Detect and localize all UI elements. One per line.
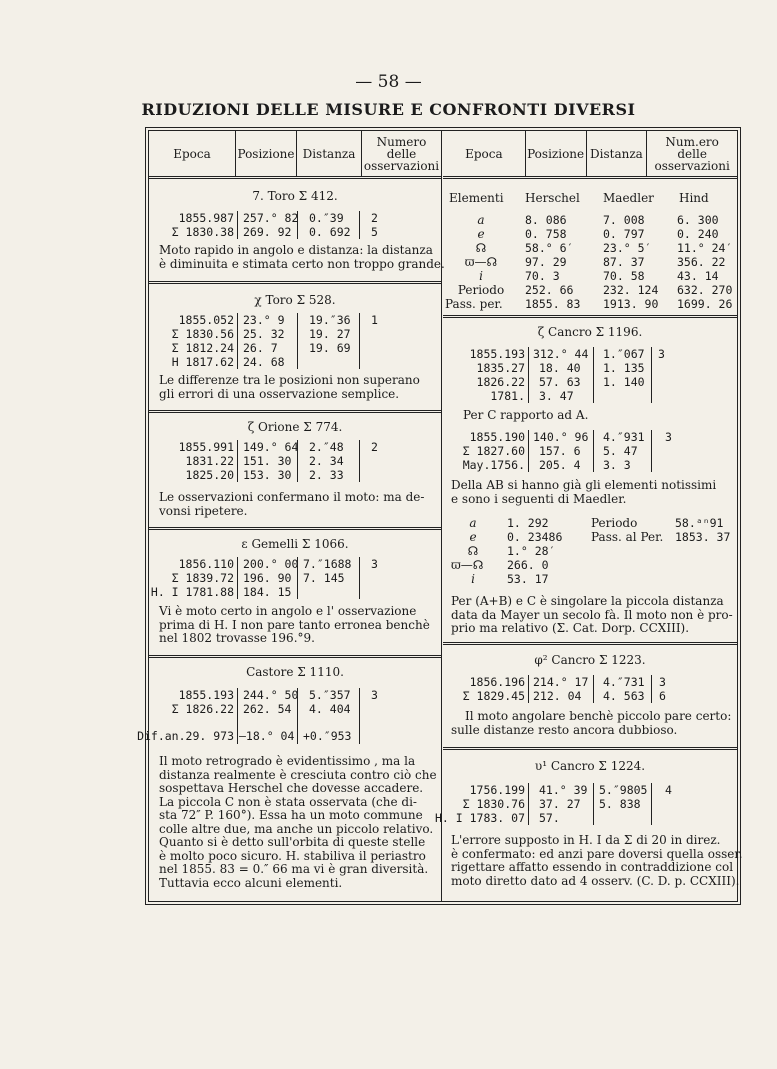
epoch-cell: 1855.190	[469, 430, 525, 444]
epoch-cell: Σ 1829.45	[462, 689, 525, 703]
position-cell: 57.	[539, 811, 560, 825]
header-distanza: Distanza	[297, 131, 362, 176]
maedler-value: 0. 797	[603, 227, 645, 241]
count-cell: 3	[659, 675, 666, 689]
count-cell: 4	[665, 783, 672, 797]
element-symbol: ☊	[467, 544, 479, 558]
herschel-value: 70. 3	[525, 269, 560, 283]
herschel-value: 1855. 83	[525, 297, 581, 311]
section-title-castore: Castore Σ 1110.	[246, 665, 344, 679]
distance-cell: 2. 33	[309, 468, 344, 482]
rapporto-label: Per C rapporto ad A.	[463, 408, 589, 422]
element-symbol: Pass. per.	[445, 297, 503, 311]
orbit-value: 1853. 37	[675, 530, 731, 544]
header-numero: Numero delle osservazioni	[363, 134, 440, 173]
epoch-cell: H. I 1781.88	[150, 585, 234, 599]
epoch-cell: 1781.	[490, 389, 525, 403]
orbit-value: 266. 0	[507, 558, 549, 572]
element-symbol: e	[477, 227, 485, 241]
epoch-cell: 1855.193	[469, 347, 525, 361]
section-title-chi-toro: χ Toro Σ 528.	[254, 293, 336, 307]
epoch-cell: 1756.199	[469, 783, 525, 797]
herschel-value: 0. 758	[525, 227, 567, 241]
section-title-epsilon-gemelli: ε Gemelli Σ 1066.	[241, 537, 349, 551]
note-upsilon-cancro: L'errore supposto in H. I da Σ di 20 in direz. è confermato: ed anzi pare doversi quella osser. rigettare affatto essendo in contraddizione col moto diretto dato ad 4 osserv. (C. D. p. CCXIII).	[451, 833, 743, 888]
distance-cell: 4.″931	[603, 430, 645, 444]
table-frame	[137, 130, 743, 902]
maedler-value: 232. 124	[603, 283, 659, 297]
epoch-cell: Dif.an.29. 973	[137, 729, 234, 743]
divider	[443, 315, 737, 318]
epoch-cell: Σ 1826.22	[171, 702, 234, 716]
maedler-value: 23.° 5′	[603, 241, 652, 255]
count-cell: 2	[371, 440, 378, 454]
page-number: — 58 —	[355, 72, 422, 92]
header-epoca: Epoca	[149, 131, 236, 176]
count-cell: 5	[371, 225, 378, 239]
section-title-7-toro: 7. Toro Σ 412.	[252, 189, 338, 203]
count-cell: 1	[371, 313, 378, 327]
position-cell: 41.° 39	[539, 783, 588, 797]
hind-value: 6. 300	[677, 213, 719, 227]
note-phi2-cancro: Il moto angolare benchè piccolo pare certo: sulle distanze resto ancora dubbioso.	[451, 709, 732, 737]
header-distanza: Distanza	[587, 131, 648, 176]
distance-cell: 1. 135	[603, 361, 645, 375]
elements-header: Maedler	[603, 191, 654, 205]
orbit-value: 1. 292	[507, 516, 549, 530]
count-cell: 2	[371, 211, 378, 225]
position-cell: 269. 92	[243, 225, 292, 239]
hind-value: 0. 240	[677, 227, 719, 241]
section-title-phi2-cancro: φ² Cancro Σ 1223.	[534, 653, 646, 667]
count-cell: 3	[665, 430, 672, 444]
note-epsilon-gemelli: Vi è moto certo in angolo e l' osservazione prima di H. I non pare tanto erronea benchè nel 1802 trovasse 196.°9.	[159, 604, 430, 645]
divider	[443, 642, 737, 645]
epoch-cell: Σ 1827.60	[462, 444, 525, 458]
distance-cell: 4. 563	[603, 689, 645, 703]
epoch-cell: H 1817.62	[171, 355, 234, 369]
count-cell: 3	[371, 557, 378, 571]
distance-cell: 1. 140	[603, 375, 645, 389]
distance-cell: 5.″9805	[599, 783, 648, 797]
herschel-value: 252. 66	[525, 283, 574, 297]
distance-cell: 2.″48	[309, 440, 344, 454]
note-castore: Il moto retrogrado è evidentissimo , ma la distanza realmente è cresciuta contro ciò che sospettava Herschel che dovesse accadere. La piccola C non è stata osservata (che di- sta 72″ P. 160°). Essa ha un moto commune colle altre due, ma anche un piccolo relativo. Quanto si è detto sull'orbita di queste stelle è molto poco sicuro. H. stabiliva il periastro nel 1855. 83 = 0.″ 66 ma vi è gran diversità. Tuttavia ecco alcuni elementi.	[159, 754, 437, 890]
epoch-cell: 1856.110	[178, 557, 234, 571]
distance-cell: 1.″067	[603, 347, 645, 361]
position-cell: 312.° 44	[533, 347, 589, 361]
orbit-label: Pass. al Per.	[591, 530, 664, 544]
position-cell: 37. 27	[539, 797, 581, 811]
distance-cell: +0.″953	[303, 729, 352, 743]
position-cell: 140.° 96	[533, 430, 589, 444]
header-numero: Num.ero delle osservazioni	[654, 134, 730, 173]
elements-header: Elementi	[449, 191, 504, 205]
element-symbol: i	[471, 572, 475, 586]
note-zeta-orione: Le osservazioni confermano il moto: ma de- vonsi ripetere.	[159, 490, 425, 518]
element-symbol: a	[477, 213, 485, 227]
position-cell: 212. 04	[533, 689, 582, 703]
position-cell: 244.° 50	[243, 688, 299, 702]
orbit-value: 58.ᵃⁿ91	[675, 516, 724, 530]
maedler-value: 87. 37	[603, 255, 645, 269]
epoch-cell: 1831.22	[185, 454, 234, 468]
divider	[149, 281, 441, 284]
left-header	[149, 131, 441, 179]
position-cell: 257.° 82	[243, 211, 299, 225]
maedler-value: 1913. 90	[603, 297, 659, 311]
hind-value: 1699. 26	[677, 297, 733, 311]
position-cell: 184. 15	[243, 585, 292, 599]
orbit-value: 53. 17	[507, 572, 549, 586]
element-symbol: e	[469, 530, 477, 544]
distance-cell: 5. 838	[599, 797, 641, 811]
epoch-cell: 1855.052	[178, 313, 234, 327]
position-cell: 151. 30	[243, 454, 292, 468]
header-posizione: Posizione	[526, 131, 587, 176]
position-cell: 3. 47	[539, 389, 574, 403]
position-cell: —18.° 04	[239, 729, 295, 743]
position-cell: 26. 7	[243, 341, 278, 355]
section-title-upsilon-cancro: υ¹ Cancro Σ 1224.	[534, 759, 646, 773]
elements-header: Herschel	[525, 191, 580, 205]
position-cell: 149.° 64	[243, 440, 299, 454]
distance-cell: 19. 69	[309, 341, 351, 355]
distance-cell: 7. 145	[303, 571, 345, 585]
herschel-value: 97. 29	[525, 255, 567, 269]
position-cell: 214.° 17	[533, 675, 589, 689]
epoch-cell: 1855.987	[178, 211, 234, 225]
epoch-cell: Σ 1839.72	[171, 571, 234, 585]
position-cell: 262. 54	[243, 702, 292, 716]
distance-cell: 4.″731	[603, 675, 645, 689]
distance-cell: 7.″1688	[303, 557, 352, 571]
page-title: RIDUZIONI DELLE MISURE E CONFRONTI DIVERSI	[141, 100, 636, 119]
distance-cell: 19.″36	[309, 313, 351, 327]
note-zeta-cancro-2: Per (A+B) e C è singolare la piccola distanza data da Mayer un secolo fà. Il moto non è pro- prio ma relativo (Σ. Cat. Dorp. CCXIII).	[451, 594, 733, 635]
note-7-toro: Moto rapido in angolo e distanza: la distanza è diminuita e stimata certo non troppo grande.	[159, 243, 445, 271]
element-symbol: Periodo	[457, 283, 505, 297]
note-chi-toro: Le differenze tra le posizioni non superano gli errori di una osservazione semplice.	[159, 373, 420, 401]
header-posizione: Posizione	[236, 131, 297, 176]
right-column	[434, 131, 743, 901]
epoch-cell: 1825.20	[185, 468, 234, 482]
hind-value: 43. 14	[677, 269, 719, 283]
position-cell: 18. 40	[539, 361, 581, 375]
orbit-label: Periodo	[591, 516, 638, 530]
herschel-value: 58.° 6′	[525, 241, 574, 255]
left-column	[137, 131, 445, 901]
position-cell: 25. 32	[243, 327, 285, 341]
element-symbol: a	[469, 516, 477, 530]
hind-value: 356. 22	[677, 255, 726, 269]
element-symbol: i	[479, 269, 483, 283]
distance-cell: 3. 3	[603, 458, 631, 472]
note-zeta-cancro: Della AB si hanno già gli elementi notissimi e sono i seguenti di Maedler.	[451, 478, 717, 506]
elements-header: Hind	[679, 191, 709, 205]
divider	[443, 747, 737, 750]
divider	[149, 410, 441, 413]
epoch-cell: 1856.196	[469, 675, 525, 689]
position-cell: 153. 30	[243, 468, 292, 482]
position-cell: 205. 4	[539, 458, 581, 472]
distance-cell: 4. 404	[309, 702, 351, 716]
right-header	[443, 131, 737, 179]
position-cell: 23.° 9	[243, 313, 285, 327]
divider	[149, 655, 441, 658]
header-epoca: Epoca	[443, 131, 526, 176]
epoch-cell: Σ 1830.76	[462, 797, 525, 811]
count-cell: 3	[371, 688, 378, 702]
epoch-cell: H. I 1783. 07	[434, 811, 525, 825]
distance-cell: 19. 27	[309, 327, 351, 341]
epoch-cell: 1826.22	[476, 375, 525, 389]
maedler-value: 70. 58	[603, 269, 645, 283]
element-symbol: ϖ—☊	[464, 255, 498, 269]
distance-cell: 5.″357	[309, 688, 351, 702]
hind-value: 11.° 24′	[677, 241, 733, 255]
distance-cell: 2. 34	[309, 454, 344, 468]
epoch-cell: 1855.193	[178, 688, 234, 702]
orbit-value: 0. 23486	[507, 530, 563, 544]
position-cell: 196. 90	[243, 571, 292, 585]
count-cell: 3	[658, 347, 665, 361]
epoch-cell: May.1756.	[462, 458, 525, 472]
position-cell: 200.° 00	[243, 557, 299, 571]
orbit-value: 1.° 28′	[507, 544, 556, 558]
position-cell: 24. 68	[243, 355, 285, 369]
section-title-zeta-cancro: ζ Cancro Σ 1196.	[537, 325, 643, 339]
distance-cell: 5. 47	[603, 444, 638, 458]
element-symbol: ☊	[475, 241, 487, 255]
position-cell: 157. 6	[539, 444, 581, 458]
maedler-value: 7. 008	[603, 213, 645, 227]
hind-value: 632. 270	[677, 283, 733, 297]
epoch-cell: 1835.27	[476, 361, 525, 375]
distance-cell: 0.″39	[309, 211, 344, 225]
section-title-zeta-orione: ζ Orione Σ 774.	[247, 420, 343, 434]
count-cell: 6	[659, 689, 666, 703]
element-symbol: ϖ—☊	[451, 558, 484, 572]
epoch-cell: Σ 1830.38	[171, 225, 234, 239]
epoch-cell: Σ 1812.24	[171, 341, 234, 355]
epoch-cell: Σ 1830.56	[171, 327, 234, 341]
herschel-value: 8. 086	[525, 213, 567, 227]
distance-cell: 0. 692	[309, 225, 351, 239]
divider	[149, 527, 441, 530]
epoch-cell: 1855.991	[178, 440, 234, 454]
position-cell: 57. 63	[539, 375, 581, 389]
